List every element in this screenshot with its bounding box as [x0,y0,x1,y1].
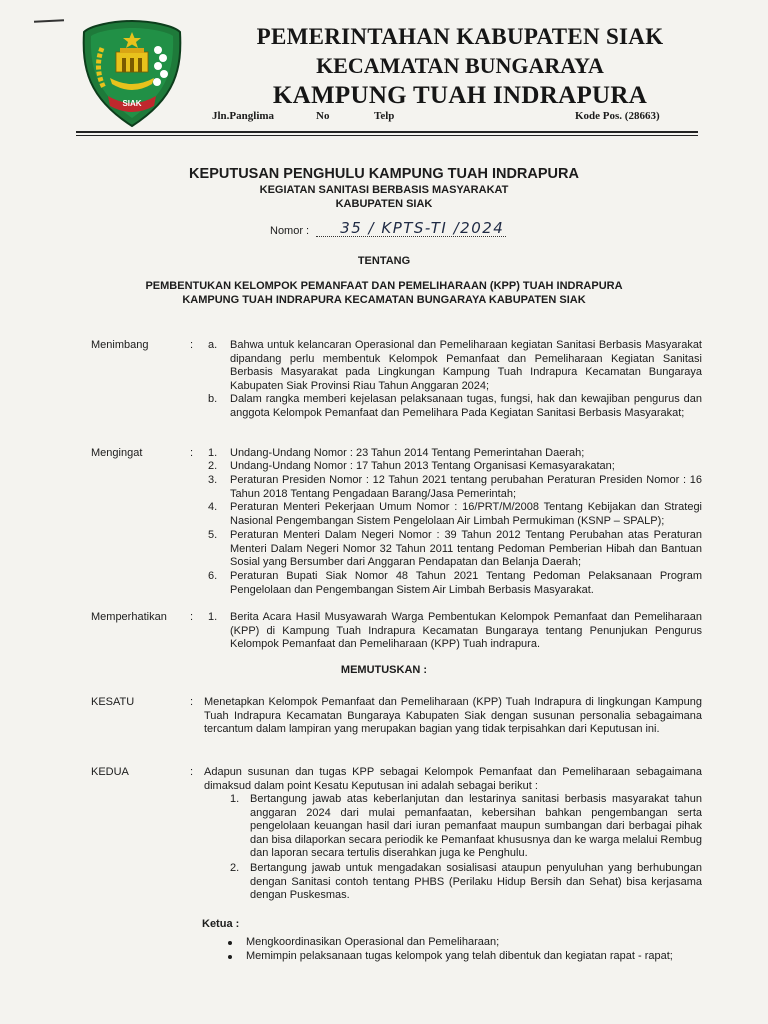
mengingat-item-2: Undang-Undang Nomor : 17 Tahun 2013 Tentang Organisasi Kemasyarakatan; [230,460,615,472]
decree-number [270,219,506,237]
address-telp: Telp [374,110,395,122]
memperhatikan-colon: : [190,611,194,623]
bullet-icon [228,941,232,945]
letterhead-line1: PEMERINTAHAN KABUPATEN SIAK [256,24,664,49]
decree-number-label: Nomor : [270,225,310,237]
mengingat-item-4-marker: 4. [208,501,218,513]
kesatu-label: KESATU [91,696,135,708]
letterhead-rule-thin [76,135,698,136]
kedua-label: KEDUA [91,766,129,778]
menimbang-label: Menimbang [91,339,149,351]
siak-regency-crest-icon [80,18,184,130]
menimbang-item-b: Dalam rangka memberi kejelasan pelaksanaan tugas, fungsi, hak dan kewajiban pengurus dan anggota Kelompok Pemanfaat dan Pemelihara Pada Kegiatan Sanitasi Berbasis Masyarakat; [230,393,702,419]
mengingat-item-5-marker: 5. [208,529,218,541]
ketua-duty-2-text: Memimpin pelaksanaan tugas kelompok yang telah dibentuk dan kegiatan rapat - rapat; [246,950,673,962]
ketua-duty-1 [246,936,702,950]
address-postcode: Kode Pos. (28663) [575,110,660,122]
menimbang-colon: : [190,339,194,351]
mengingat-item-1-marker: 1. [208,447,218,459]
mengingat-colon: : [190,447,194,459]
mengingat-item-2-marker: 2. [208,460,218,472]
decree-number-line [316,219,506,237]
mengingat-item-6: Peraturan Bupati Siak Nomor 48 Tahun 2021 Tentang Pedoman Pelaksanaan Program Pengelolaan dan Pengembangan Sistem Air Limbah Berbasis Masyarakat. [230,570,702,596]
letterhead-address [212,110,680,124]
mengingat-item-3: Peraturan Presiden Nomor : 12 Tahun 2021 tentang perubahan Peraturan Presiden Nomor : 16 Tahun 2018 Tentang Pengadaan Barang/Jasa Pemerintah; [230,474,702,500]
memutuskan-heading: MEMUTUSKAN : [340,664,428,676]
memperhatikan-item-1: Berita Acara Hasil Musyawarah Warga Pembentukan Kelompok Pemanfaat dan Pemeliharaan (KPP) di Kampung Tuah Indrapura Kecamatan Bungaraya tentang Penunjukan Pengurus Kelompok Pemanfaat dan Pemeliharaan (KPP) Tuah indrapura. [230,611,702,650]
about-line-1: PEMBENTUKAN KELOMPOK PEMANFAAT DAN PEMELIHARAAN (KPP) TUAH INDRAPURA [145,280,623,292]
mengingat-label: Mengingat [91,447,143,459]
mengingat-item-3-marker: 3. [208,474,218,486]
kesatu-colon: : [190,696,194,708]
ketua-duty-2 [246,950,702,964]
decree-title: KEPUTUSAN PENGHULU KAMPUNG TUAH INDRAPURA [189,166,579,182]
kedua-item-2-marker: 2. [230,862,240,874]
letterhead-line2: KECAMATAN BUNGARAYA [316,53,604,78]
memperhatikan-item-1-marker: 1. [208,611,218,623]
kedua-colon: : [190,766,194,778]
letterhead-rule [76,131,698,133]
kedua-item-1: Bertangung jawab atas keberlanjutan dan lestarinya sanitasi berbasis masyarakat tahun anggaran 2024 dari mulai pemanfaatan, kebersihan bahkan pengembangan serta pengelolaan keuangan hasil dari iuran pemanfaat maupun sumbangan dari berbagai pihak dan bisa dilaporkan secara periodik ke Pemanfaat khususnya dan ke warga melalui Rembug dan laporan secara tertulis diserahkan juga ke Penghulu. [250,793,702,859]
decree-subtitle-2: KABUPATEN SIAK [335,198,433,210]
mengingat-item-1: Undang-Undang Nomor : 23 Tahun 2014 Tentang Pemerintahan Daerah; [230,447,585,459]
address-street: Jln.Panglima [212,110,275,122]
ketua-heading: Ketua : [202,918,240,930]
memperhatikan-label: Memperhatikan [91,611,167,623]
decree-number-handwritten: 35 / KPTS-TI /2024 [340,219,505,237]
tentang-heading: TENTANG [357,255,411,267]
menimbang-item-a-marker: a. [208,339,218,351]
menimbang-item-b-marker: b. [208,393,218,405]
mengingat-item-6-marker: 6. [208,570,218,582]
scan-mark [34,19,64,23]
decree-subtitle-1: KEGIATAN SANITASI BERBASIS MASYARAKAT [259,184,509,196]
svg-text:SIAK: SIAK [122,99,142,108]
kedua-item-1-marker: 1. [230,793,240,805]
bullet-icon [228,955,232,959]
kesatu-text: Menetapkan Kelompok Pemanfaat dan Pemeliharaan (KPP) Tuah Indrapura di lingkungan Kampung Tuah Indrapura Kecamatan Bungaraya Kabupaten Siak dengan susunan personalia sebagaimana tercantum dalam lampiran yang merupakan bagian yang tidak terpisahkan dari Keputusan ini. [204,696,702,735]
ketua-duty-1-text: Mengkoordinasikan Operasional dan Pemeliharaan; [246,936,500,948]
menimbang-item-a: Bahwa untuk kelancaran Operasional dan Pemeliharaan kegiatan Sanitasi Berbasis Masyarakat dipandang perlu membentuk Kelompok Pemanfaat dan Pemeliharaan Kegiatan Sanitasi Berbasis Masyarakat pada Lingkungan Kampung Tuah Indrapura Kecamatan Bungaraya Kabupaten Siak Provinsi Riau Tahun Anggaran 2024; [230,339,702,392]
letterhead-line3: KAMPUNG TUAH INDRAPURA [272,82,648,109]
about-line-2: KAMPUNG TUAH INDRAPURA KECAMATAN BUNGARAYA KABUPATEN SIAK [182,294,586,306]
letterhead [200,22,720,112]
kedua-intro: Adapun susunan dan tugas KPP sebagai Kelompok Pemanfaat dan Pemeliharaan sebagaimana dimaksud dalam point Kesatu Keputusan ini adalah sebagai berikut : [204,766,702,792]
kedua-item-2: Bertangung jawab untuk mengadakan sosialisasi ataupun penyuluhan yang berhubungan dengan Sanitasi contoh tentang PHBS (Perilaku Hidup Bersih dan Sehat) bisa kerjasama dengan Puskesmas. [250,862,702,901]
mengingat-item-5: Peraturan Menteri Dalam Negeri Nomor : 39 Tahun 2012 Tentang Perubahan atas Peraturan Menteri Dalam Negeri Nomor 32 Tahun 2011 tentang Pedoman Pemberian Hibah dan Bantuan Sosial yang Bersumber dari Anggaran Pendapatan dan Belanja Daerah; [230,529,702,568]
mengingat-item-4: Peraturan Menteri Pekerjaan Umum Nomor : 16/PRT/M/2008 Tentang Kebijakan dan Strategi Nasional Pengembangan Sistem Pengelolaan Air Limbah Permukiman (KSNP – SPALP); [230,501,702,527]
address-no: No [316,110,330,122]
